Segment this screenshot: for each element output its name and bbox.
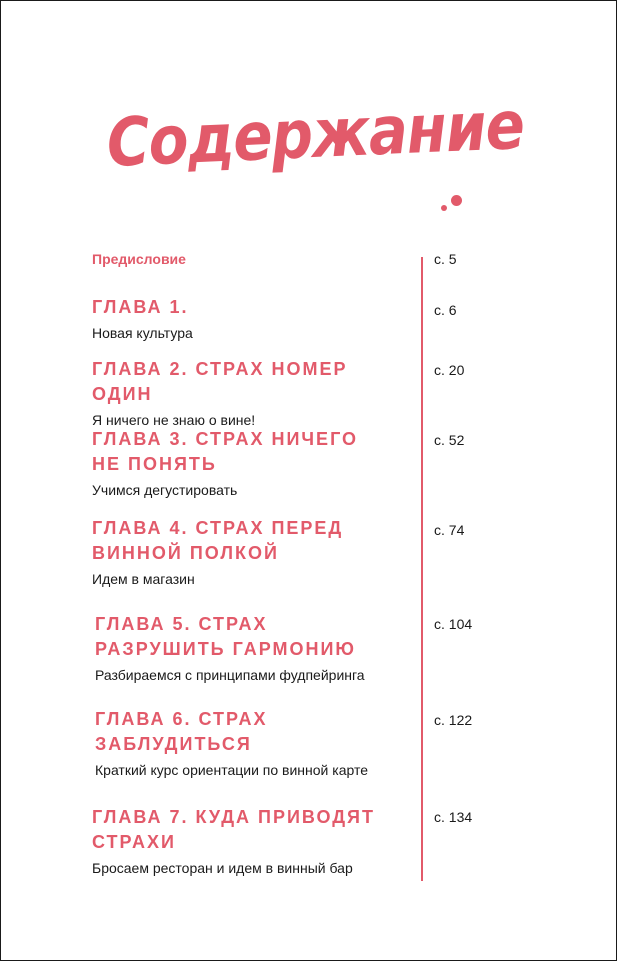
chapter-subtitle: Краткий курс ориентации по винной карте xyxy=(95,762,368,778)
page-number-chapter-5: с. 104 xyxy=(434,616,473,632)
chapter-title: ГЛАВА 2. СТРАХ НОМЕР ОДИН xyxy=(92,359,348,404)
page-number-chapter-3: с. 52 xyxy=(434,432,465,448)
chapter-title: ГЛАВА 6. СТРАХ ЗАБЛУДИТЬСЯ xyxy=(95,709,268,754)
chapter-subtitle: Бросаем ресторан и идем в винный бар xyxy=(92,860,353,876)
page-number-chapter-2: с. 20 xyxy=(434,362,465,378)
chapter-title: ГЛАВА 1. xyxy=(92,297,189,317)
chapter-subtitle: Я ничего не знаю о вине! xyxy=(92,412,256,428)
toc-entry-chapter-7[interactable] xyxy=(92,805,392,881)
toc-entry-chapter-6[interactable] xyxy=(95,707,395,783)
preface-title: Предисловие xyxy=(92,251,186,267)
chapter-subtitle: Идем в магазин xyxy=(92,571,195,587)
chapter-title: ГЛАВА 4. СТРАХ ПЕРЕД ВИННОЙ ПОЛКОЙ xyxy=(92,518,344,563)
toc-entry-chapter-2[interactable] xyxy=(92,357,412,433)
toc-entry-preface[interactable] xyxy=(92,250,412,268)
vertical-divider xyxy=(421,257,423,881)
page-number-preface: с. 5 xyxy=(434,251,457,267)
page-number-chapter-6: с. 122 xyxy=(434,712,473,728)
ink-dot-large xyxy=(451,195,462,206)
chapter-title: ГЛАВА 3. СТРАХ НИЧЕГО НЕ ПОНЯТЬ xyxy=(92,429,359,474)
toc-title xyxy=(105,76,526,192)
toc-entry-chapter-4[interactable] xyxy=(92,516,412,592)
chapter-title: ГЛАВА 7. КУДА ПРИВОДЯТ СТРАХИ xyxy=(92,807,375,852)
page-number-chapter-7: с. 134 xyxy=(434,809,473,825)
chapter-subtitle: Новая культура xyxy=(92,325,193,341)
ink-dot-small xyxy=(441,205,447,211)
chapter-subtitle: Разбираемся с принципами фудпейринга xyxy=(95,667,365,683)
toc-entry-chapter-3[interactable] xyxy=(92,427,392,503)
toc-entry-chapter-1[interactable] xyxy=(92,295,412,346)
ink-splash-decoration xyxy=(437,191,477,221)
toc-title-text: Содержание xyxy=(105,85,526,183)
toc-entry-chapter-5[interactable] xyxy=(95,612,405,688)
chapter-title: ГЛАВА 5. СТРАХ РАЗРУШИТЬ ГАРМОНИЮ xyxy=(95,614,356,659)
chapter-subtitle: Учимся дегустировать xyxy=(92,482,238,498)
page-number-chapter-1: с. 6 xyxy=(434,302,457,318)
page-number-chapter-4: с. 74 xyxy=(434,522,465,538)
